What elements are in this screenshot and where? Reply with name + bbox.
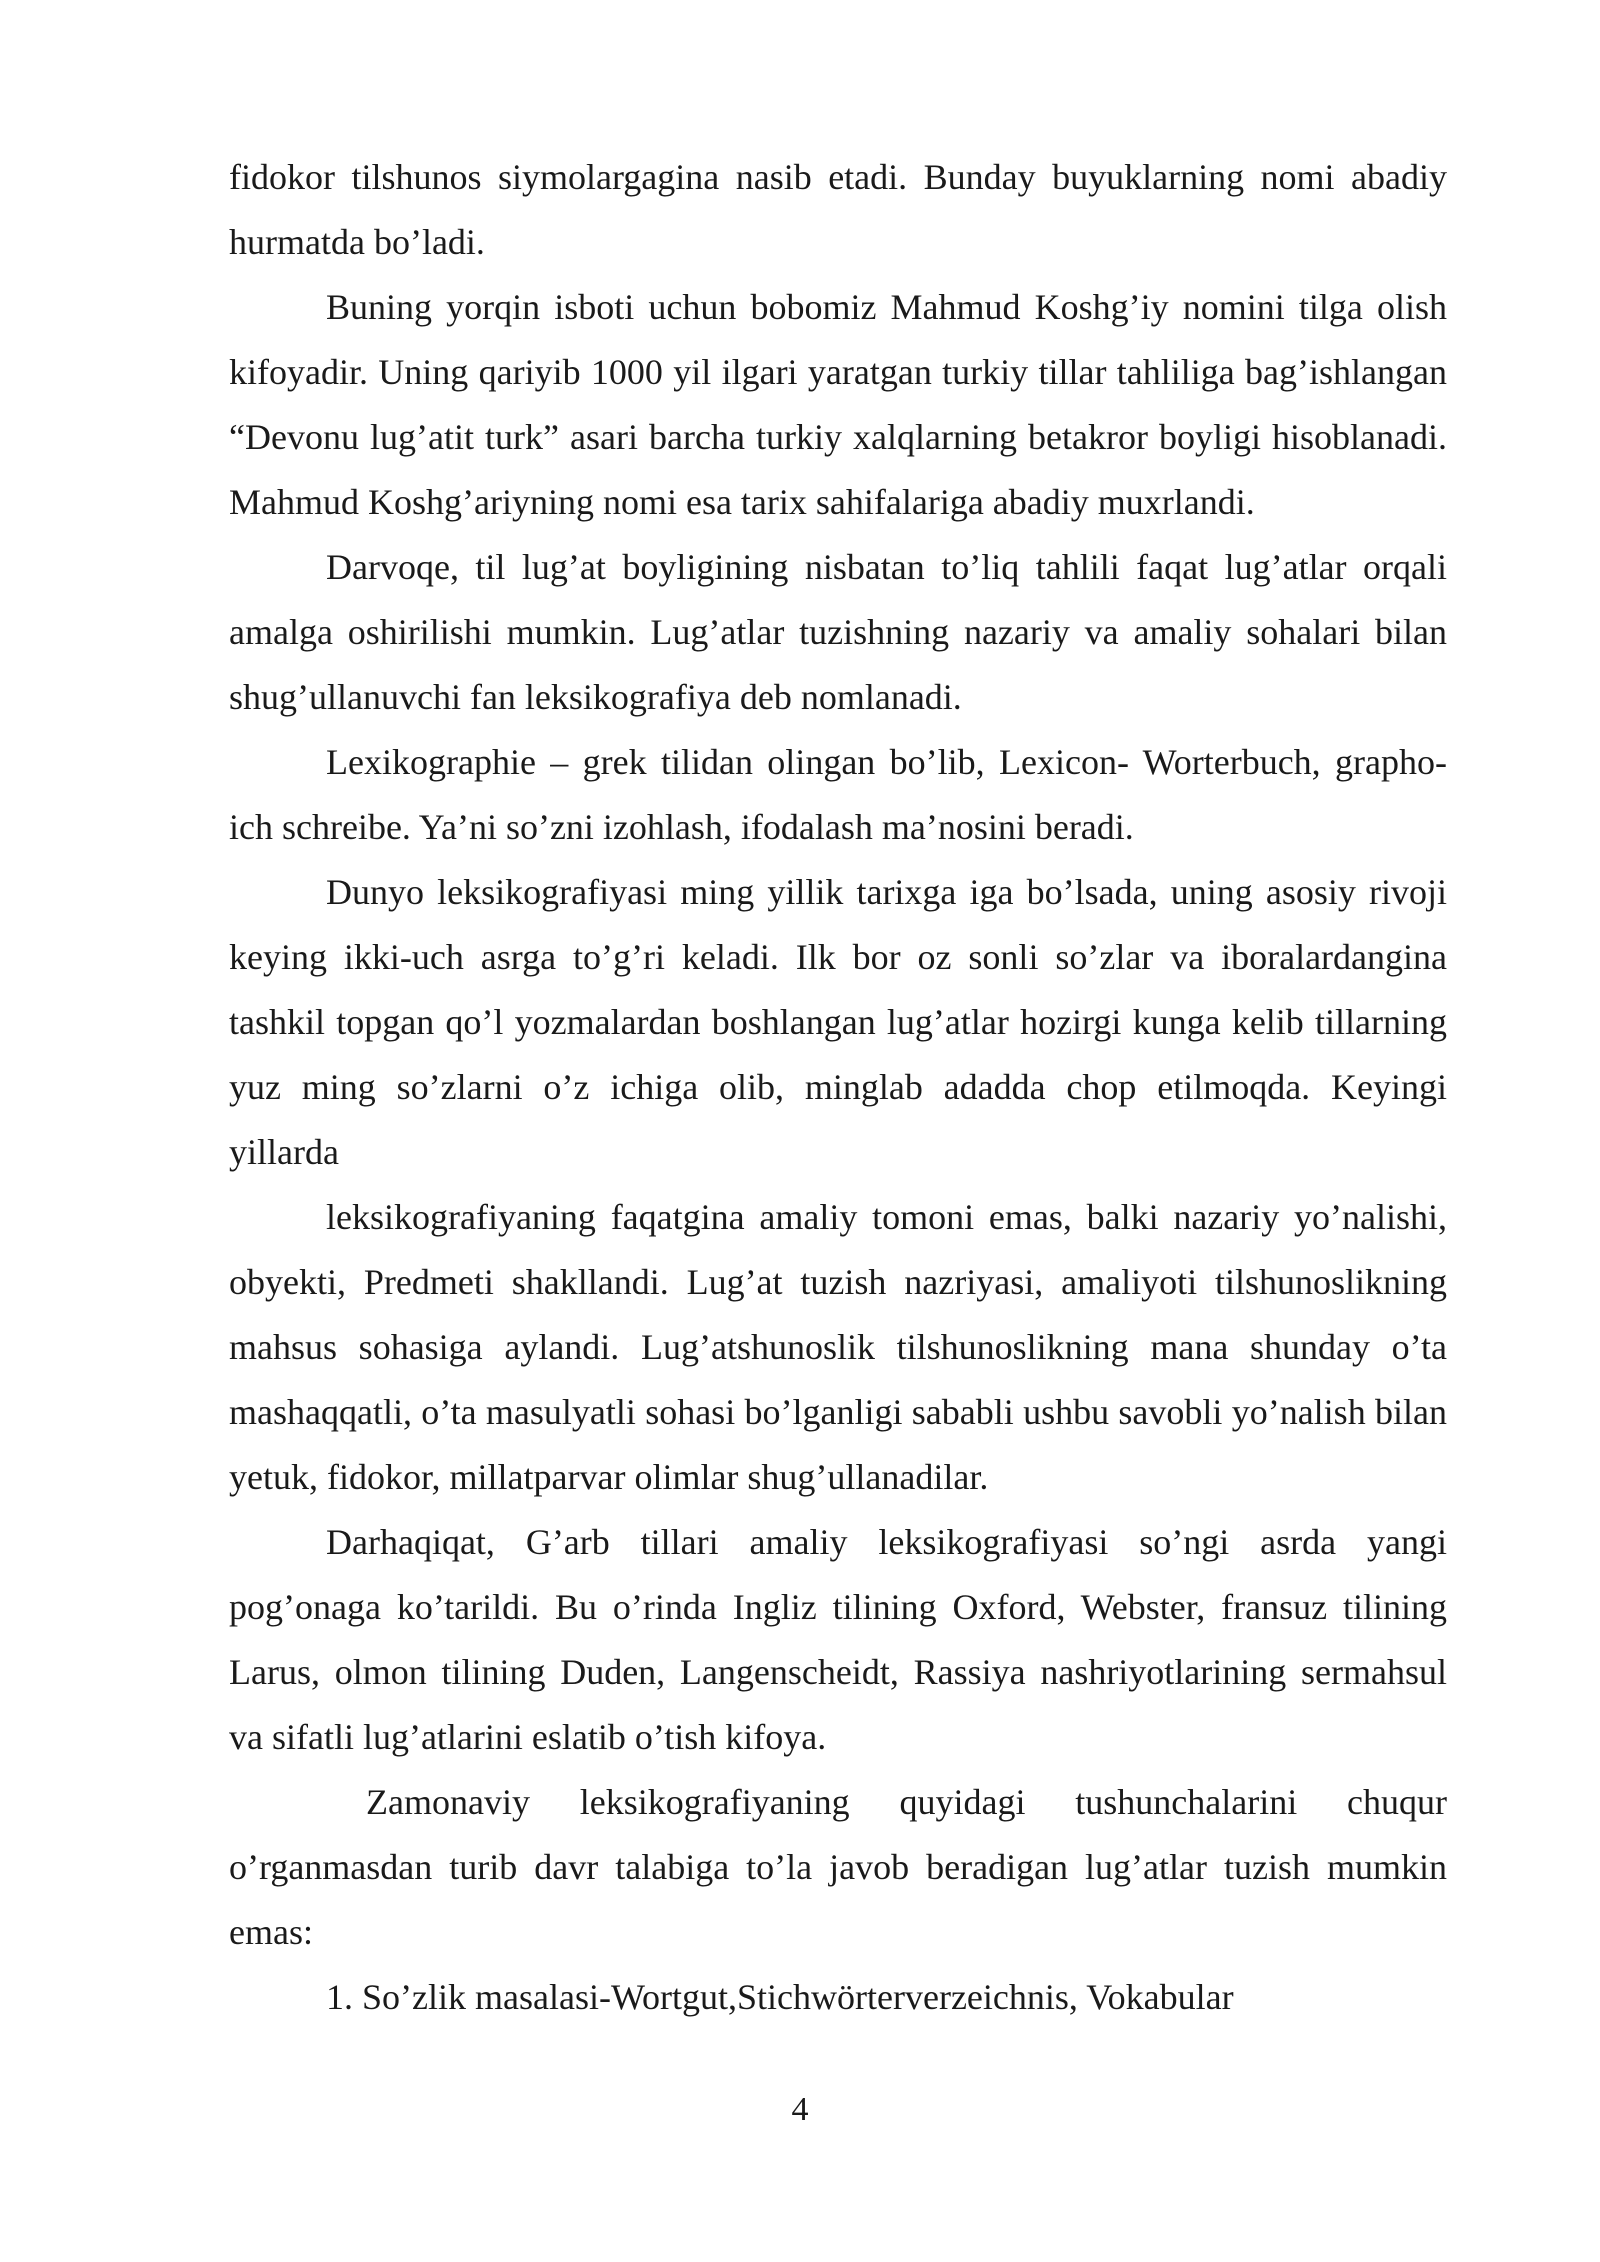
paragraph-world-lexicography: Dunyo leksikografiyasi ming yillik tarixga iga bo’lsada, uning asosiy rivoji keying ikki-uch asrga to’g’ri keladi. Ilk bor oz sonli so’zlar va iboralardangina tashkil topgan qo’l yozmalardan boshlangan lug’atlar hozirgi kunga kelib tillarning yuz ming so’zlarni o’z ichiga olib, minglab adadda chop etilmoqda. Keyingi yillarda (229, 872, 1447, 1172)
paragraph-lexicography-definition: Darvoqe, til lug’at boyligining nisbatan to’liq tahlili faqat lug’atlar orqali amalga oshirilishi mumkin. Lug’atlar tuzishning nazariy va amaliy sohalari bilan shug’ullanuvchi fan leksikografiya deb nomlanadi. (229, 547, 1447, 717)
paragraph-etymology: Lexikographie – grek tilidan olingan bo’lib, Lexicon- Worterbuch, grapho- ich schreibe. Ya’ni so’zni izohlash, ifodalash ma’nosini beradi. (229, 742, 1447, 847)
paragraph-theory-practice: leksikografiyaning faqatgina amaliy tomoni emas, balki nazariy yo’nalishi, obyekti, Predmeti shakllandi. Lug’at tuzish nazriyasi, amaliyoti tilshunoslikning mahsus sohasiga aylandi. Lug’atshunoslik tilshunoslikning mana shunday o’ta mashaqqatli, o’ta masulyatli sohasi bo’lganligi sababli ushbu savobli yo’nalish bilan yetuk, fidokor, millatparvar olimlar shug’ullanadilar. (229, 1197, 1447, 1497)
body-text (229, 145, 1447, 2030)
paragraph-modern-concepts: Zamonaviy leksikografiyaning quyidagi tushunchalarini chuqur o’rganmasdan turib davr talabiga to’la javob beradigan lug’atlar tuzish mumkin emas: (229, 1782, 1447, 1952)
paragraph-mahmud-koshgariy: Buning yorqin isboti uchun bobomiz Mahmud Koshg’iy nomini tilga olish kifoyadir. Uning qariyib 1000 yil ilgari yaratgan turkiy tillar tahliliga bag’ishlangan “Devonu lug’atit turk” asari barcha turkiy xalqlarning betakror boyligi hisoblanadi. Mahmud Koshg’ariyning nomi esa tarix sahifalariga abadiy muxrlandi. (229, 287, 1447, 522)
paragraph-western-lexicography: Darhaqiqat, G’arb tillari amaliy leksikografiyasi so’ngi asrda yangi pog’onaga ko’tarildi. Bu o’rinda Ingliz tilining Oxford, Webster, fransuz tilining Larus, olmon tilining Duden, Langenscheidt, Rassiya nashriyotlarining sermahsul va sifatli lug’atlarini eslatib o’tish kifoya. (229, 1522, 1447, 1757)
list-item-1: 1. So’zlik masalasi-Wortgut,Stichwörterverzeichnis, Vokabular (326, 1977, 1234, 2017)
page-number: 4 (791, 2091, 809, 2128)
paragraph-continued: fidokor tilshunos siymolargagina nasib etadi. Bunday buyuklarning nomi abadiy hurmatda bo’ladi. (229, 157, 1447, 262)
